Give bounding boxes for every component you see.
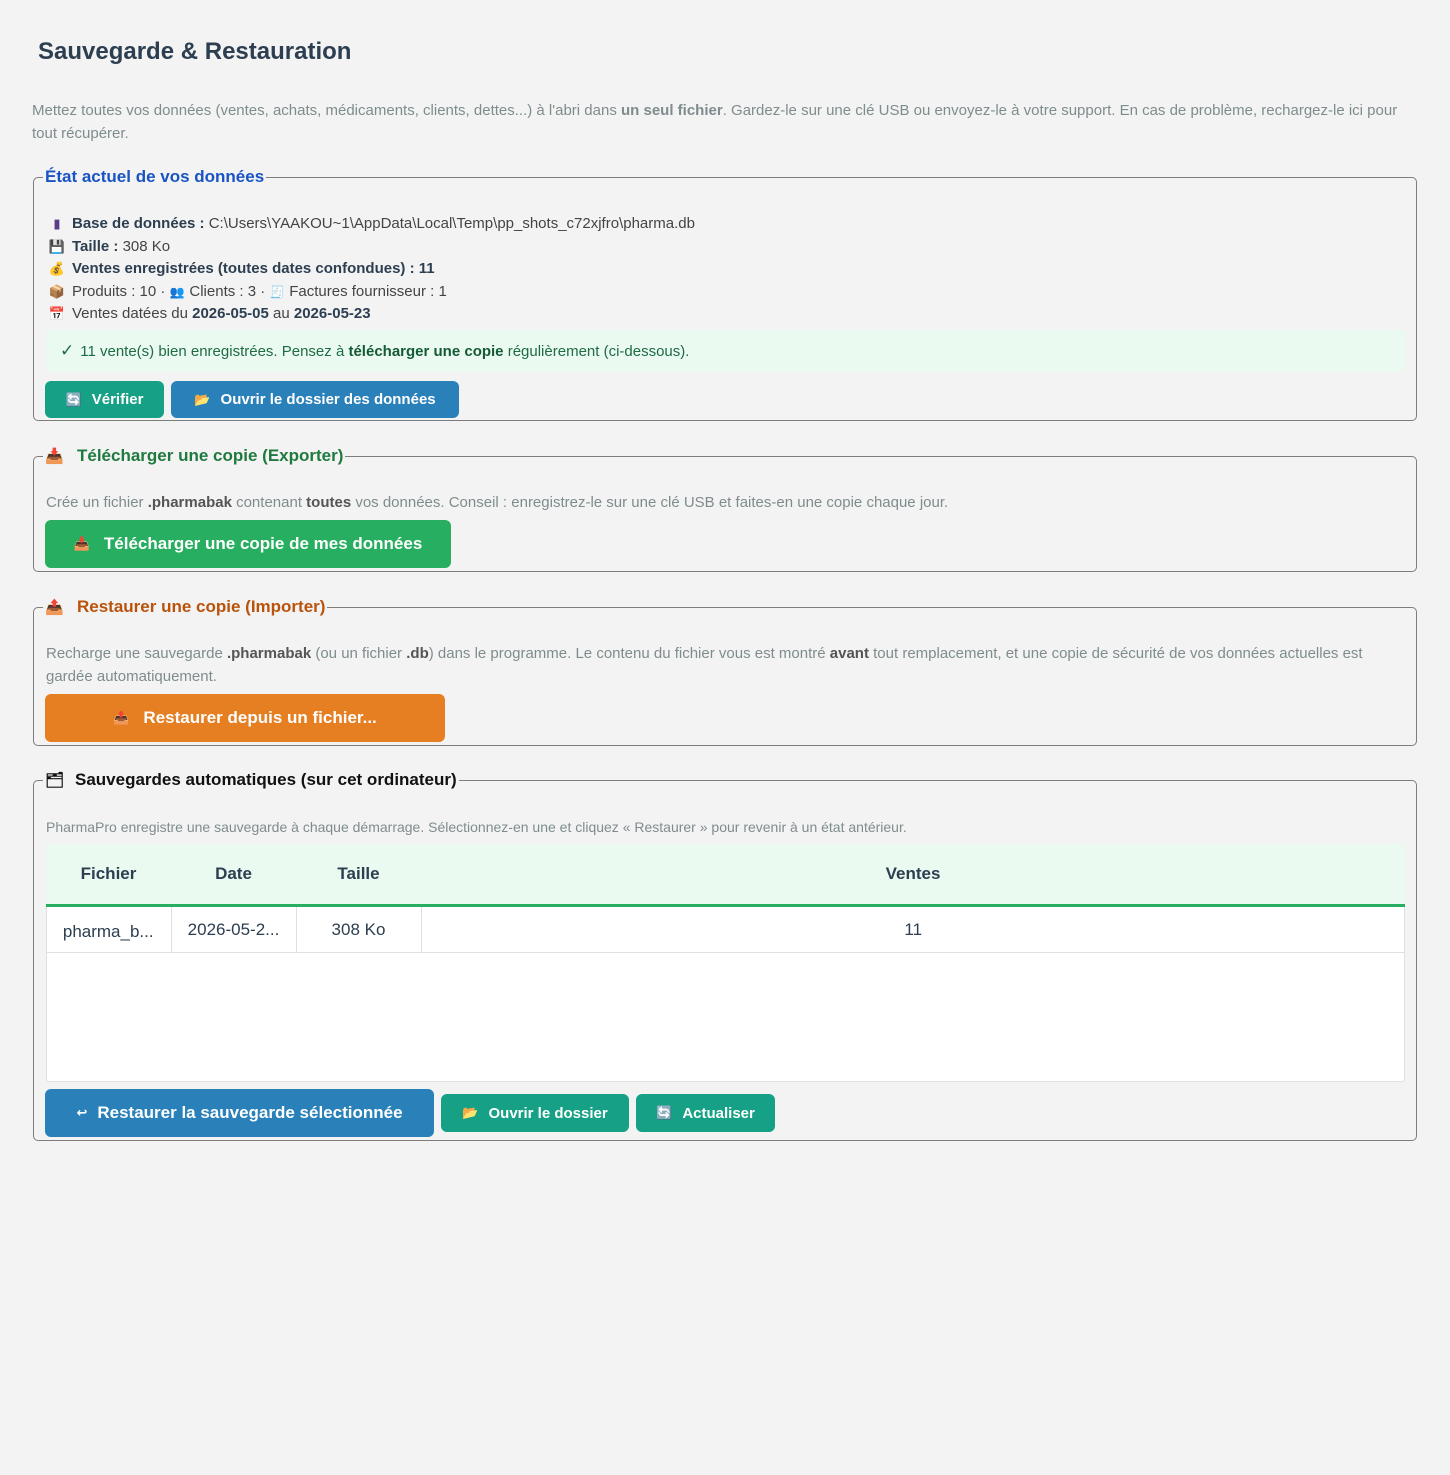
calendar-icon: 📅 bbox=[48, 306, 66, 322]
check-icon: ✓ bbox=[60, 341, 75, 360]
card-index-icon: 🗂 bbox=[45, 772, 65, 789]
restore-legend: 📤 Restaurer une copie (Importer) bbox=[45, 597, 326, 616]
verify-button[interactable]: 🔄 Vérifier bbox=[45, 381, 164, 418]
refresh-icon: 🔄 bbox=[65, 391, 82, 407]
restore-from-file-button[interactable]: 📤 Restaurer depuis un fichier... bbox=[45, 694, 445, 742]
intro-text: Mettez toutes vos données (ventes, achats, médicaments, clients, dettes...) à l'abri dans un seul fichier. Gardez-le sur une clé USB ou envoyez-le à votre support. En cas de problème, rechargez-le ici pour tout récupérer. bbox=[32, 102, 1398, 142]
users-icon: 👥 bbox=[169, 284, 185, 299]
current-state-legend: État actuel de vos données bbox=[45, 167, 265, 186]
export-description: Crée un fichier .pharmabak contenant toutes vos données. Conseil : enregistrez-le sur une clé USB et faites-en une copie chaque jour. bbox=[46, 494, 949, 511]
package-icon: 📦 bbox=[48, 283, 66, 299]
database-path: C:\Users\YAAKOU~1\AppData\Local\Temp\pp_shots_c72xjfro\pharma.db bbox=[208, 215, 695, 232]
open-backups-folder-button[interactable]: 📂 Ouvrir le dossier bbox=[441, 1094, 629, 1132]
floppy-disk-icon: 💾 bbox=[48, 238, 66, 254]
restore-section bbox=[33, 597, 1417, 746]
table-row[interactable] bbox=[46, 906, 1405, 953]
money-bag-icon: 💰 bbox=[48, 261, 66, 277]
cell-size: 308 Ko bbox=[296, 906, 421, 953]
return-arrow-icon: ↩ bbox=[76, 1105, 88, 1120]
backups-table bbox=[46, 844, 1405, 953]
auto-backups-description: PharmaPro enregistre une sauvegarde à chaque démarrage. Sélectionnez-en une et cliquez « Restaurer » pour revenir à un état antérieur. bbox=[46, 819, 907, 835]
export-legend: 📥 Télécharger une copie (Exporter) bbox=[45, 446, 344, 465]
auto-backups-legend: 🗂 Sauvegardes automatiques (sur cet ordinateur) bbox=[45, 770, 457, 789]
folder-icon: 📂 bbox=[462, 1105, 479, 1120]
column-header-sales[interactable]: Ventes bbox=[421, 844, 1405, 906]
outbox-tray-icon: 📤 bbox=[113, 710, 130, 725]
restore-selected-backup-button[interactable]: ↩ Restaurer la sauvegarde sélectionnée bbox=[45, 1089, 434, 1137]
inbox-tray-icon: 📥 bbox=[73, 536, 90, 551]
cell-sales: 11 bbox=[421, 906, 1405, 953]
column-header-size[interactable]: Taille bbox=[296, 844, 421, 906]
auto-backups-section bbox=[33, 770, 1417, 1141]
dated-range-line: 📅 Ventes datées du 2026-05-05 au 2026-05-23 bbox=[48, 303, 695, 326]
cell-date: 2026-05-2... bbox=[171, 906, 296, 953]
outbox-tray-icon: 📤 bbox=[45, 599, 64, 616]
restore-description: Recharge une sauvegarde .pharmabak (ou un fichier .db) dans le programme. Le contenu du fichier vous est montré avant tout remplacement, et une copie de sécurité de vos données actuelles est gardée automatiquement. bbox=[46, 645, 1363, 685]
export-section bbox=[33, 446, 1417, 572]
column-header-date[interactable]: Date bbox=[171, 844, 296, 906]
page-title: Sauvegarde & Restauration bbox=[38, 38, 352, 65]
folder-icon: 📂 bbox=[194, 391, 211, 407]
inbox-tray-icon: 📥 bbox=[45, 448, 64, 465]
refresh-backups-button[interactable]: 🔄 Actualiser bbox=[636, 1094, 775, 1132]
cell-file: pharma_b... bbox=[46, 906, 171, 953]
column-header-file[interactable]: Fichier bbox=[46, 844, 171, 906]
current-state-section bbox=[33, 167, 1417, 421]
database-icon: ▮ bbox=[53, 216, 61, 231]
refresh-icon: 🔄 bbox=[656, 1105, 673, 1120]
counts-line: 📦 Produits : 10 · 👥 Clients : 3 · 🧾 Factures fournisseur : 1 bbox=[48, 281, 695, 304]
size-line: 💾 Taille : 308 Ko bbox=[48, 236, 695, 259]
database-line: ▮ Base de données : C:\Users\YAAKOU~1\AppData\Local\Temp\pp_shots_c72xjfro\pharma.db bbox=[48, 213, 695, 236]
open-data-folder-button[interactable]: 📂 Ouvrir le dossier des données bbox=[171, 381, 459, 418]
invoice-icon: 🧾 bbox=[269, 284, 285, 299]
export-button[interactable]: 📥 Télécharger une copie de mes données bbox=[45, 520, 451, 568]
save-ok-banner: ✓ 11 vente(s) bien enregistrées. Pensez à télécharger une copie régulièrement (ci-dessous). bbox=[46, 330, 1405, 372]
sales-line: 💰 Ventes enregistrées (toutes dates confondues) : 11 bbox=[48, 258, 695, 281]
